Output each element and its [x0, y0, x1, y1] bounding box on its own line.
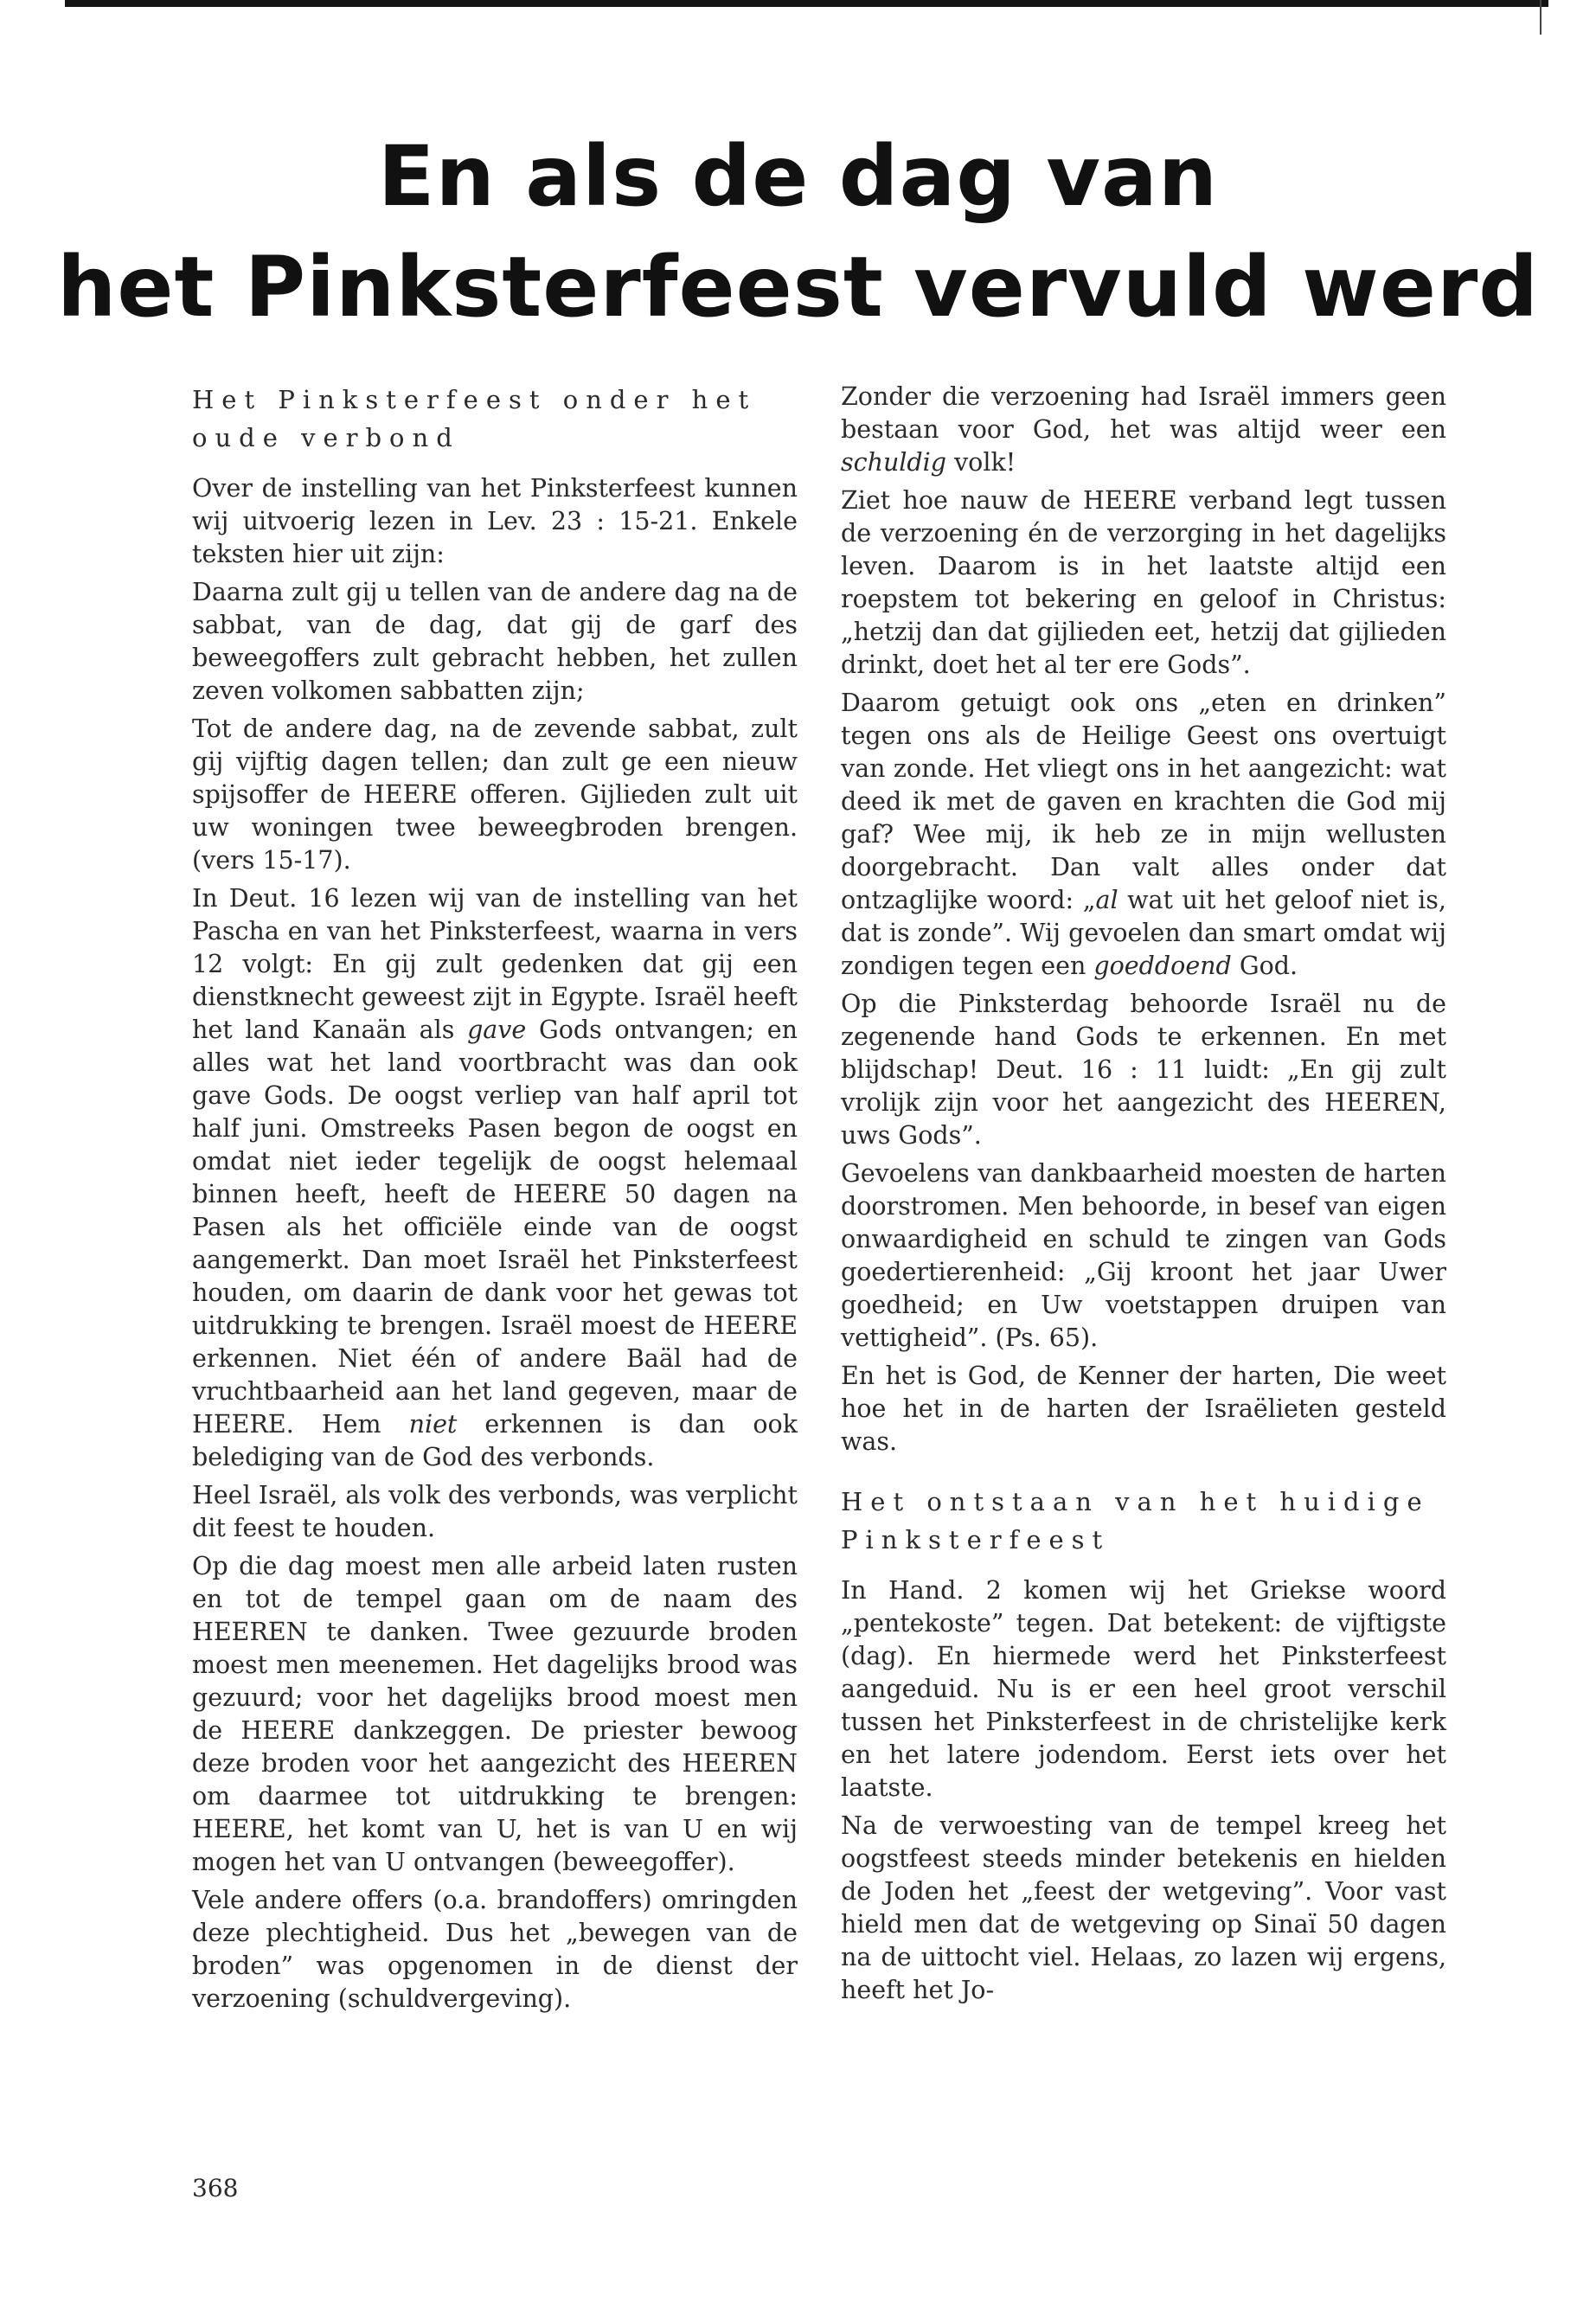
paragraph: Heel Israël, als volk des verbonds, was verplicht dit feest te houden. [192, 1481, 798, 1542]
paragraph: In Hand. 2 komen wij het Griekse woord „pentekoste” tegen. Dat betekent: de vijftigste (dag). En hiermede werd het Pinksterfeest aangeduid. Nu is er een heel groot verschil tussen het Pinksterfeest in de christelijke kerk en het latere jodendom. Eerst iets over het laatste. [841, 1576, 1446, 1802]
paragraph: Ziet hoe nauw de HEERE verband legt tussen de verzoening én de verzorging in het dagelijks leven. Daarom is in het laatste altijd een roepstem tot bekering en geloof in Christus: „hetzij dan dat gijlieden eet, hetzij dat gijlieden drinkt, doet het al ter ere Gods”. [841, 486, 1446, 679]
paragraph: Gevoelens van dankbaarheid moesten de harten doorstromen. Men behoorde, in besef van eigen onwaardigheid en schuld te zingen van Gods goedertierenheid: „Gij kroont het jaar Uwer goedheid; en Uw voetstappen druipen van vettigheid”. (Ps. 65). [841, 1159, 1446, 1352]
paragraph: Op die Pinksterdag behoorde Israël nu de zegenende hand Gods te erkennen. En met blijdschap! Deut. 16 : 11 luidt: „En gij zult vrolijk zijn voor het aangezicht des HEEREN, uws Gods”. [841, 990, 1446, 1150]
right-column [841, 381, 1446, 2012]
paragraph: Na de verwoesting van de tempel kreeg het oogstfeest steeds minder betekenis en hielden de Joden het „feest der wetgeving”. Voor vast hield men dat de wetgeving op Sinaï 50 dagen na de uittocht viel. Helaas, zo lazen wij ergens, heeft het Jo- [841, 1811, 1446, 2004]
section-heading-current-pentecost: Het ontstaan van het huidige Pinksterfeest [841, 1487, 1430, 1554]
paragraph: Over de instelling van het Pinksterfeest kunnen wij uitvoerig lezen in Lev. 23 : 15-21. Enkele teksten hier uit zijn: [192, 474, 798, 568]
paragraph: Op die dag moest men alle arbeid laten rusten en tot de tempel gaan om de naam des HEEREN te danken. Twee gezuurde broden moest men meenemen. Het dagelijks brood was gezuurd; voor het dagelijks brood moest men de HEERE dankzeggen. De priester bewoog deze broden voor het aangezicht des HEEREN om daarmee tot uitdrukking te brengen: HEERE, het komt van U, het is van U en wij mogen het van U ontvangen (beweegoffer). [192, 1552, 798, 1876]
right-edge-rule [1540, 0, 1542, 35]
paragraph: Vele andere offers (o.a. brandoffers) omringden deze plechtigheid. Dus het „bewegen van de broden” was opgenomen in de dienst der verzoening (schuldvergeving). [192, 1886, 798, 2013]
paragraph: En het is God, de Kenner der harten, Die weet hoe het in de harten der Israëlieten gesteld was. [841, 1362, 1446, 1456]
paragraph: Daarom getuigt ook ons „eten en drinken” tegen ons als de Heilige Geest ons overtuigt van zonde. Het vliegt ons in het aangezicht: wat deed ik met de gaven en krachten die God mij gaf? Wee mij, ik heb ze in mijn wellusten doorgebracht. Dan valt alles onder dat ontzaglijke woord: „al wat uit het geloof niet is, dat is zonde”. Wij gevoelen dan smart omdat wij zondigen tegen een goeddoend God. [841, 689, 1446, 980]
paragraph: In Deut. 16 lezen wij van de instelling van het Pascha en van het Pinksterfeest, waarna in vers 12 volgt: En gij zult gedenken dat gij een dienstknecht geweest zijt in Egypte. Israël heeft het land Kanaän als gave Gods ontvangen; en alles wat het land voortbracht was dan ook gave Gods. De oogst verliep van half april tot half juni. Omstreeks Pasen begon de oogst en omdat niet ieder tegelijk de oogst helemaal binnen heeft, heeft de HEERE 50 dagen na Pasen als het officiële einde van de oogst aangemerkt. Dan moet Israël het Pinksterfeest houden, om daarin de dank voor het gewas tot uitdrukking te brengen. Israël moest de HEERE erkennen. Niet één of andere Baäl had de vruchtbaarheid aan het land gegeven, maar de HEERE. Hem niet erkennen is dan ook belediging van de God des verbonds. [192, 884, 798, 1471]
emphasis: niet [408, 1410, 458, 1439]
title-line-2: het Pinksterfeest vervuld werd [57, 239, 1539, 336]
emphasis: al [1095, 886, 1118, 914]
quote-paragraph: Daarna zult gij u tellen van de andere dag na de sabbat, van de dag, dat gij de garf des beweegoffers zult gebracht hebben, het zullen zeven volkomen sabbatten zijn; [192, 578, 798, 705]
page-number: 368 [192, 2174, 239, 2202]
quote-paragraph: Tot de andere dag, na de zevende sabbat, zult gij vijftig dagen tellen; dan zult ge een nieuw spijsoffer de HEERE offeren. Gijlieden zult uit uw woningen twee beweegbroden brengen. (vers 15-17). [192, 715, 798, 875]
top-rule [65, 0, 1548, 7]
left-column [192, 381, 798, 2021]
emphasis: schuldig [841, 448, 947, 477]
emphasis: gave [467, 1016, 527, 1044]
article-title [0, 121, 1596, 343]
paragraph: Zonder die verzoening had Israël immers geen bestaan voor God, het was altijd weer een schuldig volk! [841, 382, 1446, 477]
emphasis: goeddoend [1093, 952, 1232, 980]
section-heading-old-covenant: Het Pinksterfeest onder het oude verbond [192, 385, 757, 452]
title-line-1: En als de dag van [377, 128, 1219, 225]
